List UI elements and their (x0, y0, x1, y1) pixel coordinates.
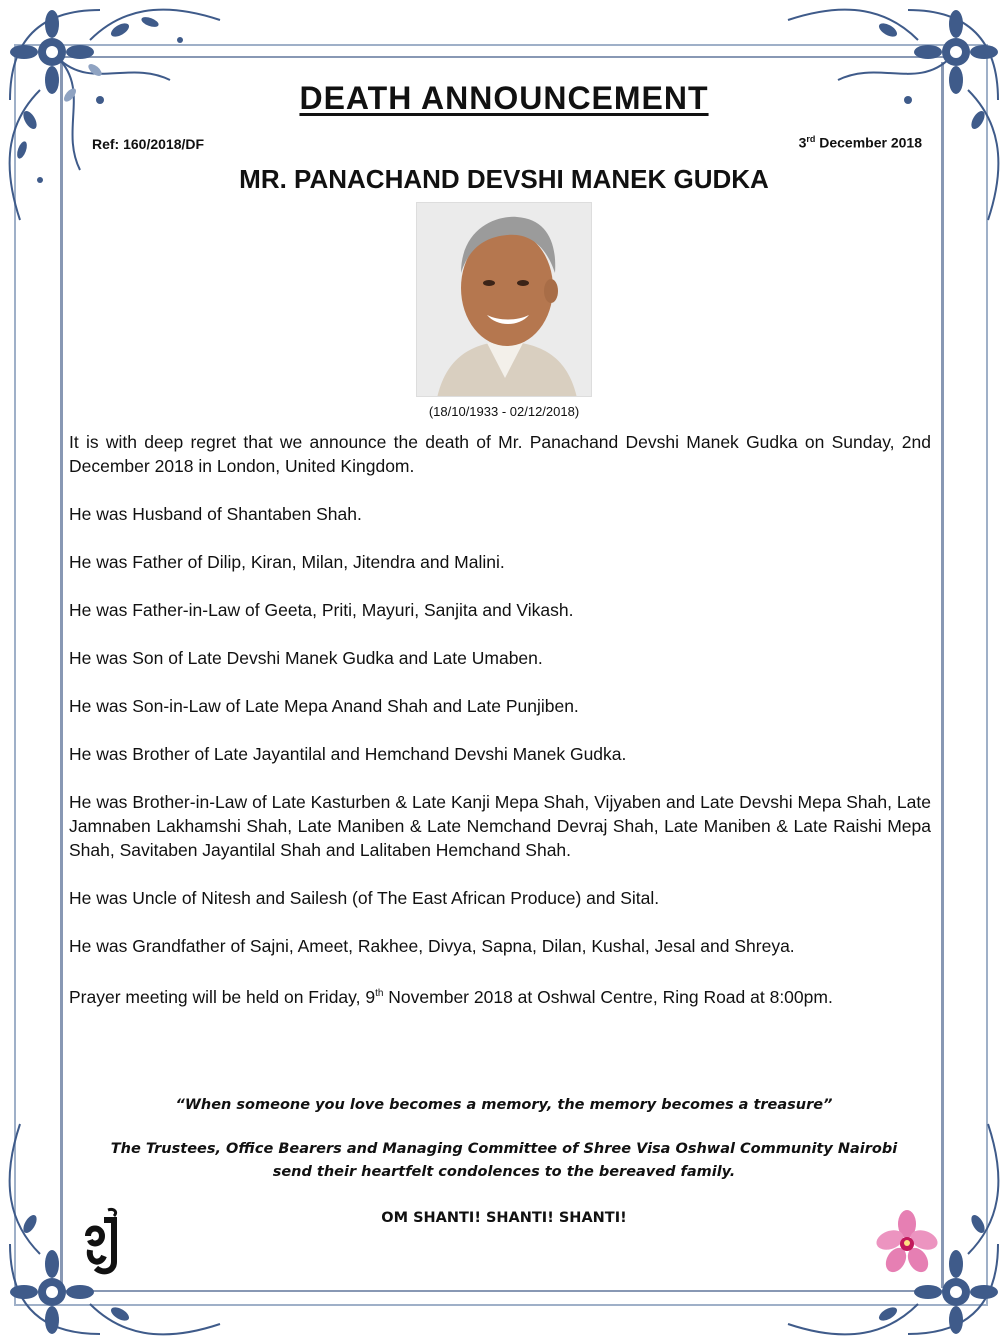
page-title (0, 80, 1008, 117)
jain-om-icon (84, 1206, 122, 1276)
prayer-text-start: Prayer meeting will be held on Friday, 9 (69, 986, 376, 1007)
om-shanti-text: OM SHANTI! SHANTI! SHANTI! (381, 1210, 627, 1226)
condolence-line-1: The Trustees, Office Bearers and Managing Committee of Shree Visa Oshwal Community Nairobi (110, 1141, 898, 1157)
announcement-body (69, 430, 931, 1033)
orchid-flower-icon (876, 1210, 938, 1276)
prayer-paragraph (69, 982, 931, 1009)
lifespan-dates: (18/10/1933 - 02/12/2018) (428, 404, 580, 419)
prayer-date-suffix: th (375, 988, 384, 999)
brother-in-law-paragraph: He was Brother-in-Law of Late Kasturben & Late Kanji Mepa Shah, Vijyaben and Late Devshi Mepa Shah, Late Jamnaben Lakhamshi Shah, Late Maniben & Late Nemchand Devraj Shah, Late Maniben & Late Raishi Mepa Shah, Savitaben Jayantilal Shah and Lalitaben Hemchand Shah. (69, 792, 931, 860)
condolence-message (0, 1138, 1008, 1184)
intro-paragraph: It is with deep regret that we announce the death of Mr. Panachand Devshi Manek Gudka on Sunday, 2nd December 2018 in London, United Kingdom. (69, 432, 931, 476)
page-title-text: DEATH ANNOUNCEMENT (299, 80, 709, 116)
deceased-name: MR. PANACHAND DEVSHI MANEK GUDKA (239, 164, 769, 194)
son-paragraph: He was Son of Late Devshi Manek Gudka and Late Umaben. (69, 648, 543, 668)
portrait-illustration (417, 203, 592, 397)
grandfather-paragraph: He was Grandfather of Sajni, Ameet, Rakhee, Divya, Sapna, Dilan, Kushal, Jesal and Shreya. (69, 936, 795, 956)
father-in-law-paragraph: He was Father-in-Law of Geeta, Priti, Mayuri, Sanjita and Vikash. (69, 600, 574, 620)
brother-paragraph: He was Brother of Late Jayantilal and Hemchand Devshi Manek Gudka. (69, 744, 627, 764)
date-suffix: rd (806, 134, 816, 144)
son-in-law-paragraph: He was Son-in-Law of Late Mepa Anand Shah and Late Punjiben. (69, 696, 579, 716)
reference-number: Ref: 160/2018/DF (92, 136, 205, 152)
announcement-date (799, 134, 922, 151)
uncle-paragraph: He was Uncle of Nitesh and Sailesh (of The East African Produce) and Sital. (69, 888, 660, 908)
condolence-line-2: send their heartfelt condolences to the bereaved family. (272, 1164, 736, 1180)
father-paragraph: He was Father of Dilip, Kiran, Milan, Jitendra and Malini. (69, 552, 505, 572)
prayer-text-end: November 2018 at Oshwal Centre, Ring Road at 8:00pm. (383, 986, 833, 1007)
date-rest: December 2018 (815, 134, 922, 151)
memorial-quote: “When someone you love becomes a memory, the memory becomes a treasure” (175, 1097, 833, 1113)
portrait-photo (416, 202, 592, 397)
husband-paragraph: He was Husband of Shantaben Shah. (69, 504, 362, 524)
date-day: 3 (798, 134, 807, 151)
